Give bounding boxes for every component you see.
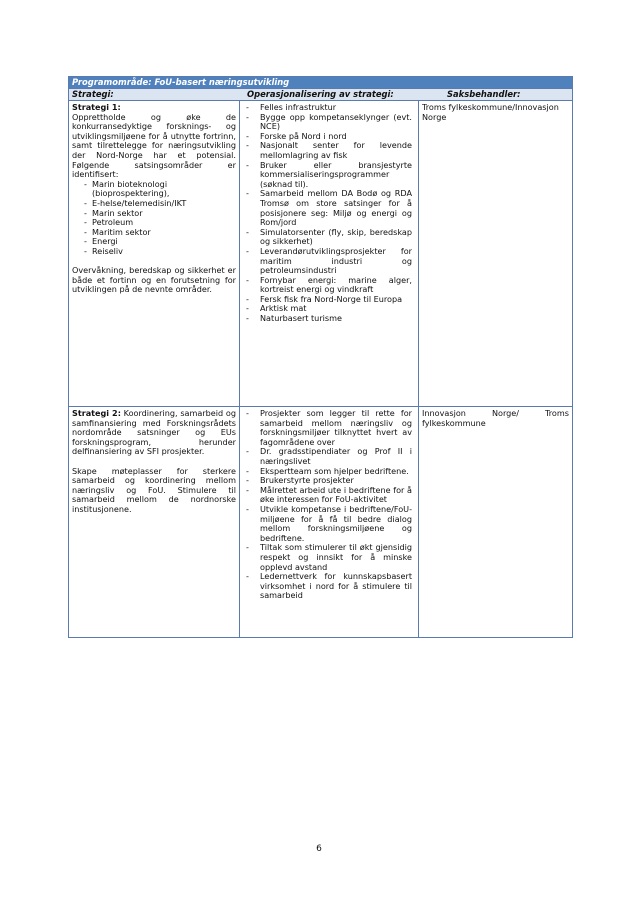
table-row-strategy-2 — [69, 406, 572, 637]
list-item: - Marin sektor — [92, 209, 236, 219]
list-item: - Nasjonalt senter for levende mellomlagring av fisk — [260, 141, 412, 160]
list-item: - Felles infrastruktur — [260, 103, 412, 113]
strategy-1-cell — [69, 101, 240, 406]
list-item: - Målrettet arbeid ute i bedriftene for å øke interessen for FoU-aktivitet — [260, 486, 412, 505]
list-item: - Marin bioteknologi (bioprospektering), — [92, 180, 236, 199]
strategy-2-measure-list — [246, 409, 412, 601]
list-item: - Bruker eller bransjestyrte kommersialiseringsprogrammer (søknad til). — [260, 161, 412, 190]
list-item: - Tiltak som stimulerer til økt gjensidig respekt og innsikt for å minske opplevd avstand — [260, 543, 412, 572]
list-item: - Energi — [92, 237, 236, 247]
header-operational: Operasjonalisering av strategi: — [247, 89, 394, 99]
focus-area-list — [72, 180, 236, 257]
strategy-1-intro: Opprettholde og øke de konkurransedyktige forsknings- og utviklingsmiljøene for å utnytte fortrinn, samt tilrettelegge for næringsutvikling der Nord-Norge har et potensial. Følgende satsingsområder er identifisert: — [72, 111, 236, 180]
list-item: - Bygge opp kompetanseklynger (evt. NCE) — [260, 113, 412, 132]
header-strategy: Strategi: — [72, 89, 114, 99]
strategy-1-closing: Overvåkning, beredskap og sikkerhet er både et fortinn og en forutsetning for utviklingen på de nevnte områder. — [72, 265, 236, 295]
list-item: - Utvikle kompetanse i bedriftene/FoU-miljøene for å få til bedre dialog mellom forskningsmiljøene og bedriftene. — [260, 505, 412, 543]
list-item: - Naturbasert turisme — [260, 314, 412, 324]
strategy-1-officer-cell — [419, 101, 572, 406]
list-item: - Ledernettverk for kunnskapsbasert virksomhet i nord for å stimulere til samarbeid — [260, 572, 412, 601]
strategy-2-cell — [69, 407, 240, 637]
list-item: - Simulatorsenter (fly, skip, beredskap og sikkerhet) — [260, 228, 412, 247]
list-item: - Forske på Nord i nord — [260, 132, 412, 142]
list-item: - Arktisk mat — [260, 304, 412, 314]
strategy-1-measures-cell — [240, 101, 419, 406]
page-number: 6 — [316, 844, 322, 854]
strategy-2-measures-cell — [240, 407, 419, 637]
list-item: - Prosjekter som legger til rette for samarbeid mellom næringsliv og forskningsmiljøer tilknyttet hvert av fagområdene over — [260, 409, 412, 447]
list-item: - Brukerstyrte prosjekter — [260, 476, 412, 486]
list-item: - Fornybar energi: marine alger, kortreist energi og vindkraft — [260, 276, 412, 295]
table-header-row — [69, 88, 572, 100]
list-item: - Ekspertteam som hjelper bedriftene. — [260, 467, 412, 477]
list-item: - Maritim sektor — [92, 228, 236, 238]
table-row-strategy-1 — [69, 100, 572, 406]
list-item: - Samarbeid mellom DA Bodø og RDA Tromsø om store satsinger for å posisjonere seg: Miljø og energi og Rom/jord — [260, 189, 412, 227]
strategy-1-measure-list — [246, 103, 412, 324]
strategy-2-description: Koordinering, samarbeid og samfinansiering med Forskningsrådets nordområde satsninger og EUs forskningsprogram, herunder delfinansiering av SFI prosjekter. — [72, 408, 236, 457]
strategy-2-officer-cell — [419, 407, 572, 637]
strategy-2-text — [72, 409, 236, 457]
list-item: - Leverandørutviklingsprosjekter for maritim industri og petroleumsindustri — [260, 247, 412, 276]
list-item: - Reiseliv — [92, 247, 236, 257]
list-item: - Petroleum — [92, 218, 236, 228]
strategy-table — [68, 76, 573, 638]
strategy-1-officer: Troms fylkeskommune/Innovasjon Norge — [422, 102, 559, 122]
list-item: - Dr. gradsstipendiater og Prof II i næringslivet — [260, 447, 412, 466]
program-area-band: Programområde: FoU-basert næringsutvikling — [69, 77, 572, 88]
list-item: - E-helse/telemedisin/IKT — [92, 199, 236, 209]
header-officer: Saksbehandler: — [447, 89, 521, 99]
strategy-2-para: Skape møteplasser for sterkere samarbeid og koordinering mellom næringsliv og FoU. Stimulere til samarbeid mellom de nordnorske institusjonene. — [72, 465, 236, 514]
strategy-2-title: Strategi 2: — [72, 408, 121, 418]
list-item: - Fersk fisk fra Nord-Norge til Europa — [260, 295, 412, 305]
strategy-2-officer: Innovasjon Norge/ Troms fylkeskommune — [422, 408, 569, 428]
strategy-1-title: Strategi 1: — [72, 102, 121, 112]
